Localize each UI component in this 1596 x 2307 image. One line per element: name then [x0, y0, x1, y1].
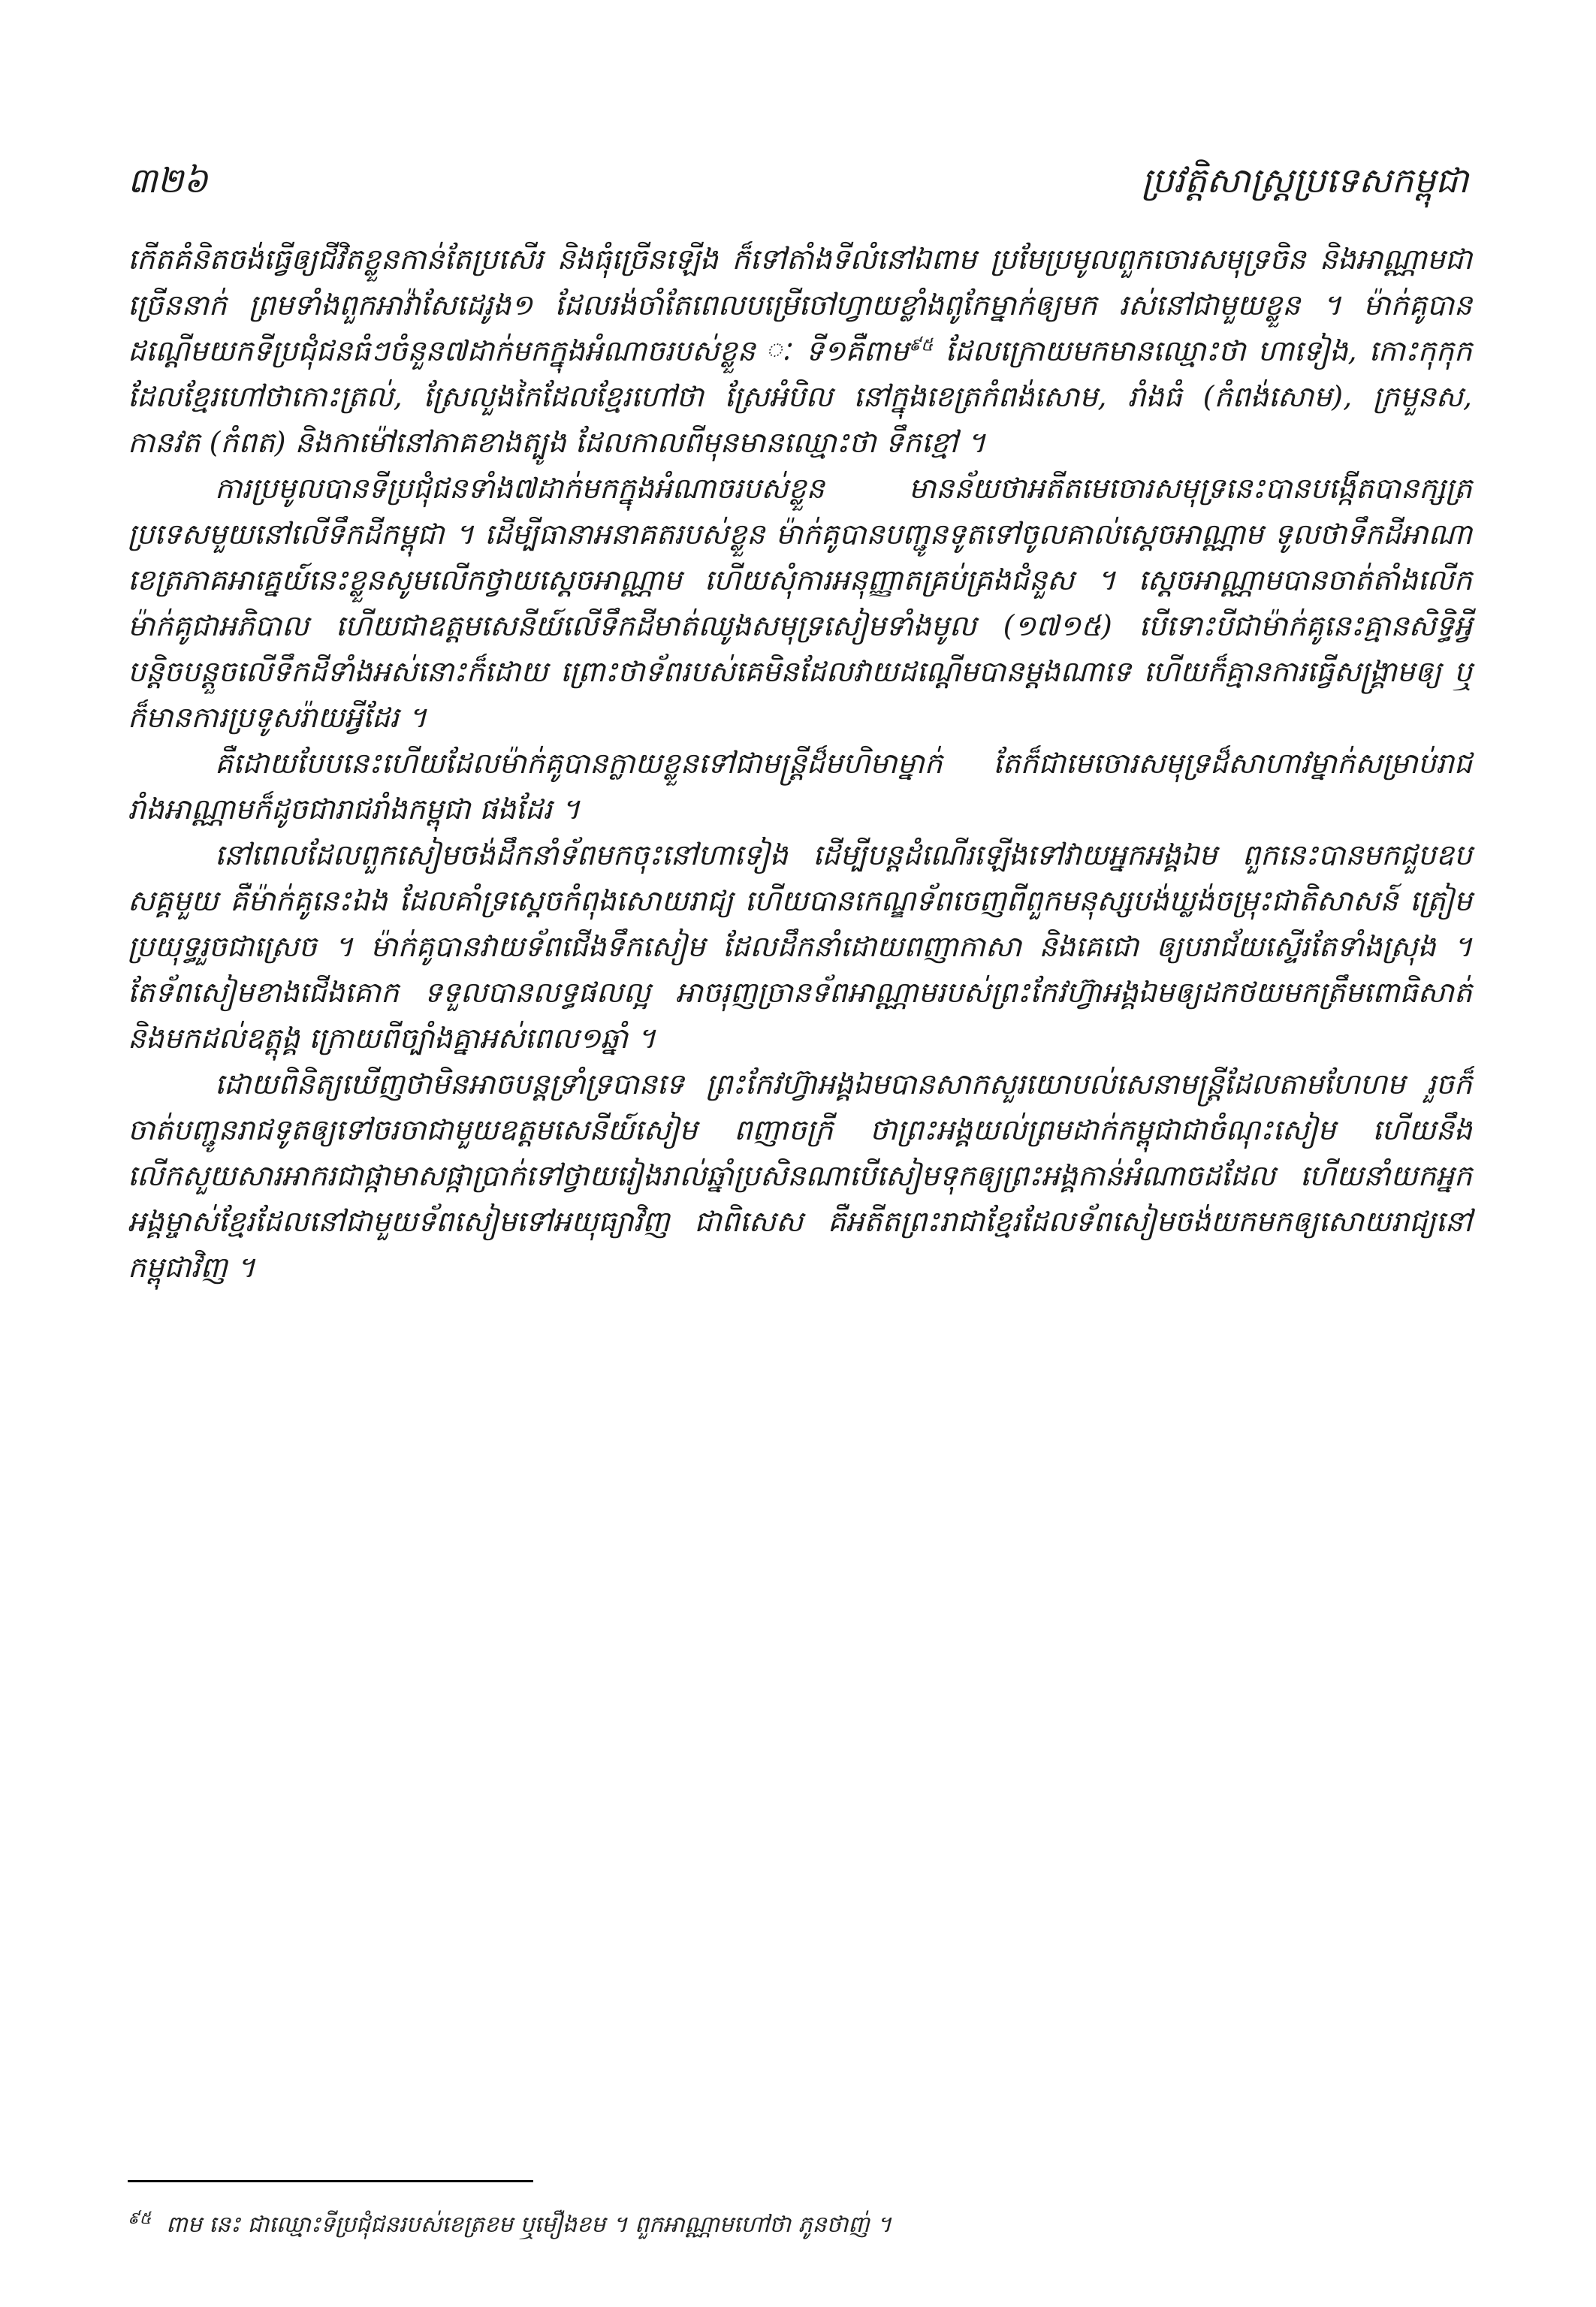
paragraph: ការប្រមូលបានទីប្រជុំជនទាំង៧ដាក់មកក្នុងអំណាចរបស់ខ្លួន មានន័យថាអតីតមេចោរសមុទ្រនេះបានបង្កើតបានក្សត្រប្រទេសមួយនៅលើទឹកដីកម្ពុជា ។ ដើម្បីធានាអនាគតរបស់ខ្លួន ម៉ាក់គូបានបញ្ជូនទូតទៅចូលគាល់ស្ដេចអាណ្ណាម ទូលថាទឹកដីអាណាខេត្រភាគអាគ្នេយ៍នេះខ្លួនសូមលើកថ្វាយស្ដេចអាណ្ណាម ហើយសុំការអនុញ្ញាតគ្រប់គ្រងជំនួស ។ ស្ដេចអាណ្ណាមបានចាត់តាំងលើកម៉ាក់គូជាអភិបាល ហើយជាឧត្តមសេនីយ៍លើទឹកដីមាត់ឈូងសមុទ្រសៀមទាំងមូល (១៧១៥) បើទោះបីជាម៉ាក់គូនេះគ្មានសិទ្ធិអ្វីបន្តិចបន្តួចលើទឹកដីទាំងអស់នោះក៏ដោយ ព្រោះថាទ័ពរបស់គេមិនដែលវាយដណ្ដើមបានម្ដងណាទេ ហើយក៏គ្មានការធ្វើសង្គ្រាមឲ្យ ឬក៏មានការប្រទូសរ៉ាយអ្វីដែរ ។ [128, 472, 1472, 734]
footnote-separator [128, 2180, 533, 2182]
paragraph: នៅពេលដែលពួកសៀមចង់ដឹកនាំទ័ពមកចុះនៅហាទៀង ដើម្បីបន្តដំណើរឡើងទៅវាយអ្នកអង្គឯម ពួកនេះបានមកជួបឧបសគ្គមួយ គឺម៉ាក់គូនេះឯង ដែលគាំទ្រស្ដេចកំពុងសោយរាជ្យ ហើយបានកេណ្ឌទ័ពចេញពីពួកមនុស្សបង់ឃ្លង់ចម្រុះជាតិសាសន៍ ត្រៀមប្រយុទ្ធរួចជាស្រេច ។ ម៉ាក់គូបានវាយទ័ពជើងទឹកសៀម ដែលដឹកនាំដោយពញាកាសា និងគេជោ ឲ្យបរាជ័យស្ទើរតែទាំងស្រុង ។ តែទ័ពសៀមខាងជើងគោក ទទួលបានលទ្ធផលល្អ អាចរុញច្រានទ័ពអាណ្ណាមរបស់ព្រះកែវហ្វ៊ាអង្គឯមឲ្យដកថយមកត្រឹមពោធិសាត់ និងមកដល់ឧត្តុង្គ ក្រោយពីច្បាំងគ្នាអស់ពេល១ឆ្នាំ ។ [128, 838, 1472, 1055]
running-title: ប្រវត្តិសាស្ត្រប្រទេសកម្ពុជា [1141, 160, 1468, 201]
footnote-marker: ៩៥ [128, 2209, 152, 2228]
paragraph [128, 237, 1472, 466]
paragraph: ដោយពិនិត្យឃើញថាមិនអាចបន្តទ្រាំទ្របានទេ ព្រះកែវហ្វ៊ាអង្គឯមបានសាកសួរយោបល់សេនាមន្ត្រីដែលតាមហែហម រួចក៏ចាត់បញ្ជូនរាជទូតឲ្យទៅចរចាជាមួយឧត្តមសេនីយ៍សៀម ពញាចក្រី ថាព្រះអង្គយល់ព្រមដាក់កម្ពុជាជាចំណុះសៀម ហើយនឹងលើកសួយសារអាករជាផ្កាមាសផ្កាប្រាក់ទៅថ្វាយរៀងរាល់ឆ្នាំប្រសិនណាបើសៀមទុកឲ្យព្រះអង្គកាន់អំណាចដដែល ហើយនាំយកអ្នកអង្គម្ចាស់ខ្មែរដែលនៅជាមួយទ័ពសៀមទៅអយុធ្យាវិញ ជាពិសេស គឺអតីតព្រះរាជាខ្មែរដែលទ័ពសៀមចង់យកមកឲ្យសោយរាជ្យនៅកម្ពុជាវិញ ។ [128, 1067, 1472, 1284]
page-number: ៣២៦ [128, 160, 208, 201]
paragraph: គឺដោយបែបនេះហើយដែលម៉ាក់គូបានក្លាយខ្លួនទៅជាមន្ត្រីដ៏មហិមាម្នាក់ តែក៏ជាមេចោរសមុទ្រដ៏សាហាវម្នាក់សម្រាប់រាជរាំងអាណ្ណាមក៏ដូចជារាជរាំងកម្ពុជា ផងដែរ ។ [128, 747, 1472, 826]
footnote-reference: ៩៥ [909, 335, 934, 355]
footnote [128, 2201, 1472, 2243]
paragraph-text: កើតគំនិតចង់ធ្វើឲ្យជីវិតខ្លួនកាន់តែប្រសើរ និងធុំច្រើនឡើង ក៏ទៅតាំងទីលំនៅឯពាម ប្រមែប្រមូលពួកចោរសមុទ្រចិន និងអាណ្ណាមជាច្រើននាក់ ព្រមទាំងពួកអាវ៉ាសែដេរូង១ ដែលរង់ចាំតែពេលបម្រើចៅហ្វាយខ្លាំងពូកែម្នាក់ឲ្យមក រស់នៅជាមួយខ្លួន ។ ម៉ាក់គូបានដណ្ដើមយកទីប្រជុំជនធំៗចំនួន៧ដាក់មកក្នុងអំណាចរបស់ខ្លួន ៈ ទី១គឺពាម [128, 243, 1472, 367]
paragraph-text: ដែលក្រោយមកមានឈ្មោះថា ហាទៀង, កោះកុកុកដែលខ្មែរហៅថាកោះត្រល់, ស្រែលួងកៃដែលខ្មែរហៅថា ស្រែអំបិល នៅក្នុងខេត្រកំពង់សោម, រាំងធំ (កំពង់សោម), ក្រមួនស, កានវត (កំពត) និងកាម៉ៅនៅភាគខាងត្បូង ដែលកាលពីមុនមានឈ្មោះថា ទឹកខ្មៅ ។ [128, 334, 1473, 459]
footnote-text: ពាម នេះ ជាឈ្មោះទីប្រជុំជនរបស់ខេត្រខម ឬមឿងខម ។ ពួកអាណ្ណាមហៅថា ភូនថាញ់ ។ [166, 2212, 892, 2238]
body-text [128, 237, 1472, 1291]
page-header [128, 154, 1468, 207]
